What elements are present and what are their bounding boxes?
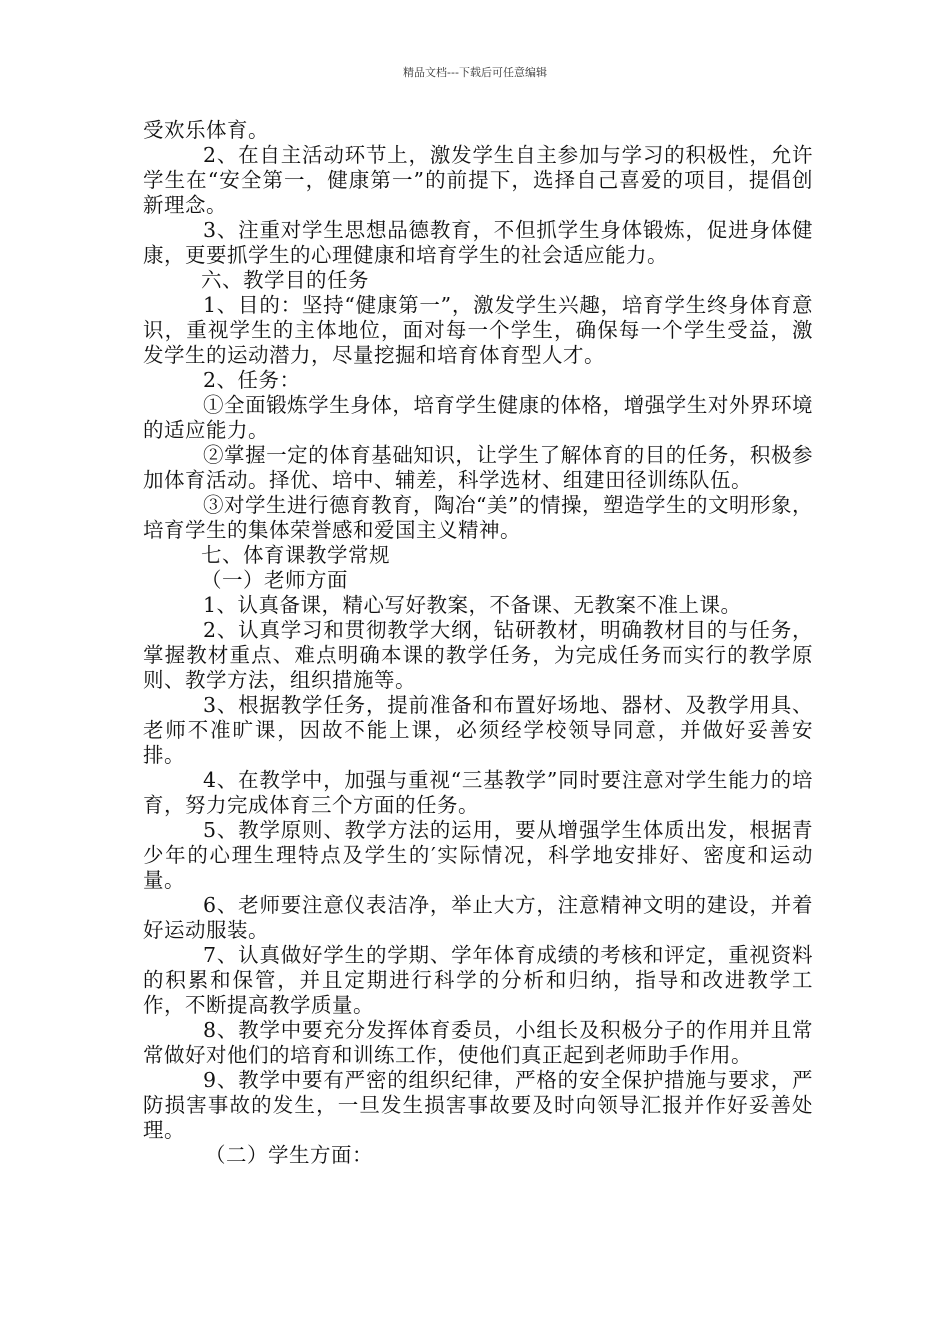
- paragraph: 1、认真备课，精心写好教案，不备课、无教案不准上课。: [203, 593, 742, 617]
- paragraph: 2、在自主活动环节上，激发学生自主参加与学习的积极性，允许学生在“安全第一，健康第一”的前提下，选择自己喜爱的项目，提倡创新理念。: [143, 143, 813, 217]
- paragraph: 1、目的：坚持“健康第一”，激发学生兴趣，培育学生终身体育意识，重视学生的主体地位，面对每一个学生，确保每一个学生受益，激发学生的运动潜力，尽量挖掘和培育体育型人才。: [143, 293, 813, 367]
- paragraph: ③对学生进行德育教育，陶冶“美”的情操，塑造学生的文明形象，培育学生的集体荣誉感和爱国主义精神。: [143, 493, 813, 542]
- subsection-heading: （一）老师方面: [201, 568, 348, 592]
- document-body: [143, 118, 813, 1168]
- paragraph: 2、认真学习和贯彻教学大纲，钻研教材，明确教材目的与任务，掌握教材重点、难点明确本课的教学任务，为完成任务而实行的教学原则、教学方法，组织措施等。: [143, 618, 813, 692]
- paragraph: 5、教学原则、教学方法的运用，要从增强学生体质出发，根据青少年的心理生理特点及学生的′实际情况，科学地安排好、密度和运动量。: [143, 818, 813, 892]
- paragraph: 8、教学中要充分发挥体育委员，小组长及积极分子的作用并且常常做好对他们的培育和训练工作，使他们真正起到老师助手作用。: [143, 1018, 813, 1067]
- subsection-heading: （二）学生方面：: [205, 1143, 373, 1167]
- paragraph: ②掌握一定的体育基础知识，让学生了解体育的目的任务，积极参加体育活动。择优、培中、辅差，科学选材、组建田径训练队伍。: [143, 443, 813, 492]
- paragraph: ①全面锻炼学生身体，培育学生健康的体格，增强学生对外界环境的适应能力。: [143, 393, 813, 442]
- page-header: 精品文档---下载后可任意编辑: [403, 66, 547, 79]
- paragraph: 9、教学中要有严密的组织纪律，严格的安全保护措施与要求，严防损害事故的发生，一旦发生损害事故要及时向领导汇报并作好妥善处理。: [143, 1068, 813, 1142]
- paragraph: 受欢乐体育。: [143, 118, 269, 142]
- section-heading: 七、体育课教学常规: [201, 543, 390, 567]
- paragraph: 2、任务：: [203, 368, 301, 392]
- paragraph: 3、注重对学生思想品德教育，不但抓学生身体锻炼，促进身体健康，更要抓学生的心理健康和培育学生的社会适应能力。: [143, 218, 813, 267]
- paragraph: 4、在教学中，加强与重视“三基教学”同时要注意对学生能力的培育，努力完成体育三个方面的任务。: [143, 768, 813, 817]
- paragraph: 3、根据教学任务，提前准备和布置好场地、器材、及教学用具、老师不准旷课，因故不能上课，必须经学校领导同意，并做好妥善安排。: [143, 693, 813, 767]
- paragraph: 7、认真做好学生的学期、学年体育成绩的考核和评定，重视资料的积累和保管，并且定期进行科学的分析和归纳，指导和改进教学工作，不断提高教学质量。: [143, 943, 813, 1017]
- section-heading: 六、教学目的任务: [201, 268, 369, 292]
- paragraph: 6、老师要注意仪表洁净，举止大方，注意精神文明的建设，并着好运动服装。: [143, 893, 813, 942]
